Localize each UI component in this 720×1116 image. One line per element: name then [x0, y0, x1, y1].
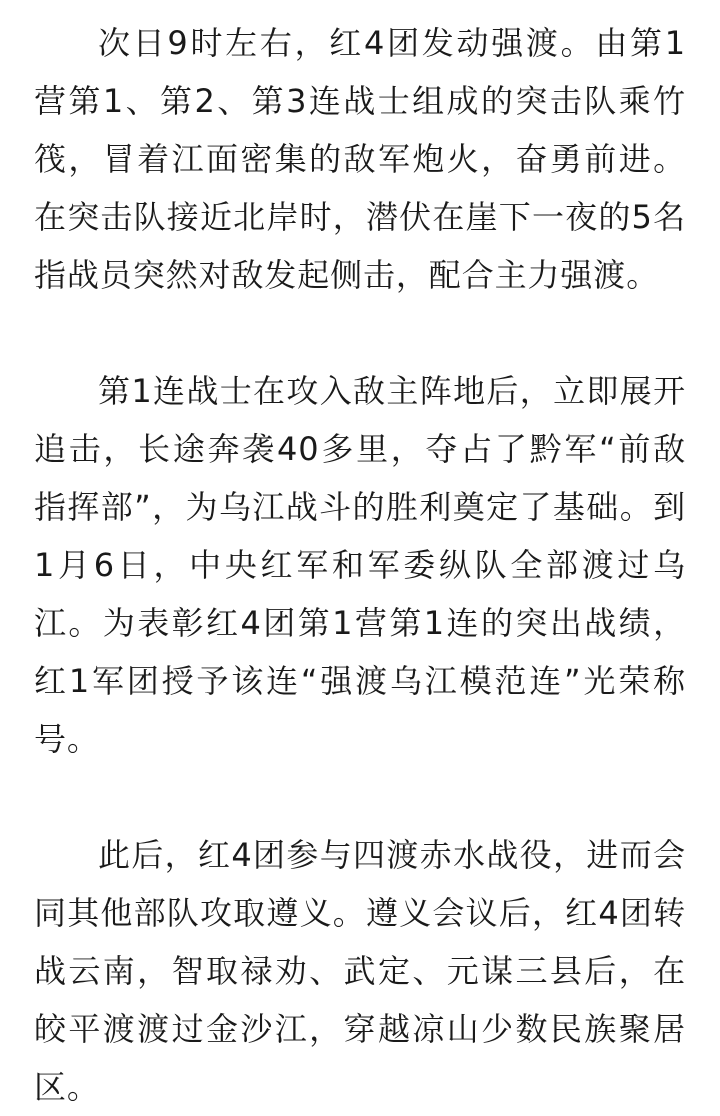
- paragraph-2: 第1连战士在攻入敌主阵地后，立即展开追击，长途奔袭40多里，夺占了黔军“前敌指挥部”，为乌江战斗的胜利奠定了基础。到1月6日，中央红军和军委纵队全部渡过乌江。为表彰红4团第1营第1连的突出战绩，红1军团授予该连“强渡乌江模范连”光荣称号。: [34, 372, 686, 758]
- article-body: [34, 14, 686, 1116]
- paragraph-3: 此后，红4团参与四渡赤水战役，进而会同其他部队攻取遵义。遵义会议后，红4团转战云南，智取禄劝、武定、元谋三县后，在皎平渡渡过金沙江，穿越凉山少数民族聚居区。: [34, 836, 686, 1106]
- paragraph-1: 次日9时左右，红4团发动强渡。由第1营第1、第2、第3连战士组成的突击队乘竹筏，冒着江面密集的敌军炮火，奋勇前进。在突击队接近北岸时，潜伏在崖下一夜的5名指战员突然对敌发起侧击，配合主力强渡。: [34, 24, 686, 294]
